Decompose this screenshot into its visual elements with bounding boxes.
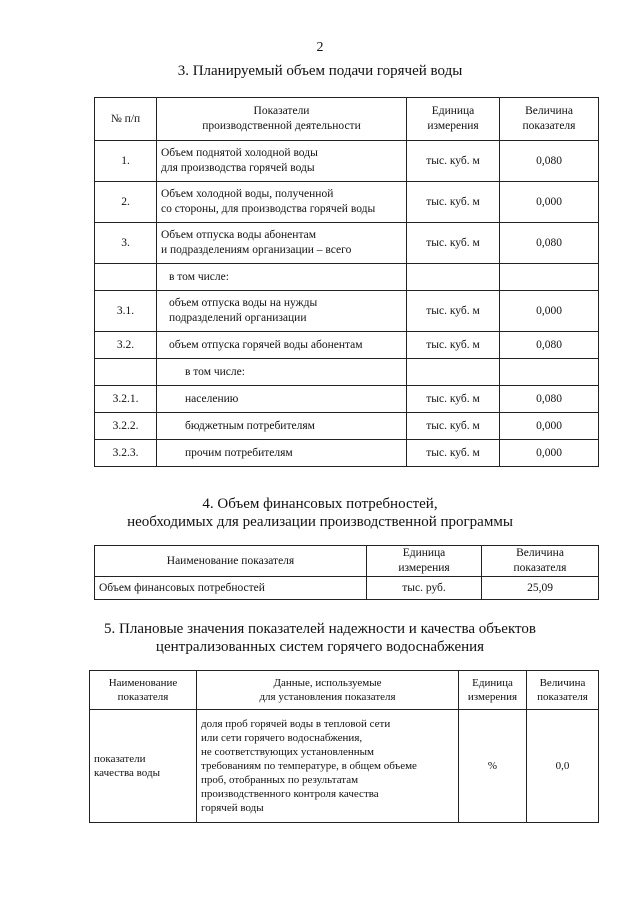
row-unit [407, 264, 500, 291]
row-indicator-line1: Объем отпуска воды абонентам [161, 229, 316, 241]
row-data [197, 710, 459, 823]
table-row [95, 413, 599, 440]
row-unit: тыс. куб. м [407, 141, 500, 182]
table-header-row [95, 98, 599, 141]
section-4-title [0, 495, 640, 531]
header-unit-line1: Единица [402, 547, 446, 559]
row-indicator-line1: Объем поднятой холодной воды [161, 147, 318, 159]
table-row [95, 440, 599, 467]
row-data-line: или сети горячего водоснабжения, [201, 732, 363, 744]
section-3-title [0, 62, 640, 80]
row-indicator-line2: для производства горячей воды [161, 162, 315, 174]
header-unit-line2: измерения [427, 120, 479, 132]
header-value [482, 546, 599, 577]
header-indicator-line2: производственной деятельности [202, 120, 361, 132]
row-data-line: требованиям по температуре, в общем объеме [201, 760, 417, 772]
table-header-row [90, 671, 599, 710]
header-unit [459, 671, 527, 710]
row-indicator [157, 141, 407, 182]
header-indicator [157, 98, 407, 141]
row-num: 3. [95, 223, 157, 264]
table-row [95, 577, 599, 600]
row-indicator: прочим потребителям [157, 440, 407, 467]
header-value-line1: Величина [525, 105, 573, 117]
table-row [95, 332, 599, 359]
row-unit [407, 359, 500, 386]
header-value-line1: Величина [516, 547, 564, 559]
header-name: Наименование показателя [95, 546, 367, 577]
row-indicator [157, 291, 407, 332]
row-data-line: проб, отобранных по результатам [201, 774, 359, 786]
row-indicator: в том числе: [157, 264, 407, 291]
header-name [90, 671, 197, 710]
row-unit: тыс. куб. м [407, 182, 500, 223]
table-row [95, 359, 599, 386]
row-value: 0,080 [500, 332, 599, 359]
row-num: 3.2. [95, 332, 157, 359]
row-value: 0,080 [500, 386, 599, 413]
section-5-title-line2: централизованных систем горячего водоснабжения [155, 639, 485, 655]
header-unit-line2: измерения [398, 562, 450, 574]
row-unit: тыс. куб. м [407, 291, 500, 332]
header-unit [367, 546, 482, 577]
row-indicator [157, 182, 407, 223]
row-indicator: в том числе: [157, 359, 407, 386]
header-value [500, 98, 599, 141]
section-3-title-text: 3. Планируемый объем подачи горячей воды [177, 63, 463, 79]
hot-water-supply-table [94, 97, 599, 467]
row-value: 0,000 [500, 182, 599, 223]
row-indicator-line2: подразделений организации [169, 312, 307, 324]
row-indicator: объем отпуска горячей воды абонентам [157, 332, 407, 359]
row-value: 0,000 [500, 291, 599, 332]
table-row [95, 223, 599, 264]
header-value [527, 671, 599, 710]
row-num: 2. [95, 182, 157, 223]
table-row [95, 291, 599, 332]
row-indicator: бюджетным потребителям [157, 413, 407, 440]
section-5-title-line1: 5. Плановые значения показателей надежности и качества объектов [104, 621, 536, 637]
header-value-line1: Величина [539, 677, 586, 689]
header-num: № п/п [95, 98, 157, 141]
header-name-line1: Наименование [108, 677, 178, 689]
reliability-quality-table [89, 670, 599, 823]
page-number: 2 [316, 40, 324, 55]
row-unit: тыс. куб. м [407, 332, 500, 359]
financial-needs-table [94, 545, 599, 600]
row-value: 0,000 [500, 440, 599, 467]
row-indicator: населению [157, 386, 407, 413]
header-unit-line1: Единица [431, 105, 475, 117]
row-name-line1: показатели [94, 753, 146, 765]
row-value [500, 359, 599, 386]
header-value-line2: показателя [522, 120, 576, 132]
header-data [197, 671, 459, 710]
header-indicator-line1: Показатели [253, 105, 310, 117]
row-num: 3.2.2. [95, 413, 157, 440]
header-data-line1: Данные, используемые [273, 677, 382, 689]
table-row [95, 264, 599, 291]
row-value [500, 264, 599, 291]
header-value-line2: показателя [537, 691, 588, 703]
header-value-line2: показателя [513, 562, 567, 574]
table-row [95, 141, 599, 182]
header-unit-line2: измерения [467, 691, 518, 703]
row-indicator-line1: объем отпуска воды на нужды [169, 297, 318, 309]
row-unit: тыс. куб. м [407, 386, 500, 413]
row-data-line: производственного контроля качества [201, 788, 379, 800]
row-indicator-line2: и подразделениям организации – всего [161, 244, 352, 256]
row-data-line: не соответствующих установленным [201, 746, 374, 758]
row-indicator-line2: со стороны, для производства горячей воды [161, 203, 376, 215]
row-data-line: горячей воды [201, 802, 264, 814]
row-name [90, 710, 197, 823]
table-row [90, 710, 599, 823]
row-unit: тыс. куб. м [407, 440, 500, 467]
row-unit: тыс. куб. м [407, 223, 500, 264]
header-unit [407, 98, 500, 141]
row-value: 0,0 [527, 710, 599, 823]
table-row [95, 182, 599, 223]
section-5-title [0, 620, 640, 656]
row-value: 0,080 [500, 223, 599, 264]
row-num: 1. [95, 141, 157, 182]
row-num: 3.2.1. [95, 386, 157, 413]
header-name-line2: показателя [117, 691, 169, 703]
header-data-line2: для установления показателя [259, 691, 396, 703]
row-unit: % [459, 710, 527, 823]
row-name-line2: качества воды [94, 767, 160, 779]
row-indicator [157, 223, 407, 264]
table-row [95, 386, 599, 413]
table-header-row [95, 546, 599, 577]
section-4-title-line1: 4. Объем финансовых потребностей, [202, 496, 438, 512]
section-4-title-line2: необходимых для реализации производственной программы [127, 514, 513, 530]
row-num [95, 264, 157, 291]
row-value: 25,09 [482, 577, 599, 600]
row-unit: тыс. руб. [367, 577, 482, 600]
row-value: 0,080 [500, 141, 599, 182]
row-data-line: доля проб горячей воды в тепловой сети [201, 718, 391, 730]
row-num: 3.1. [95, 291, 157, 332]
row-num: 3.2.3. [95, 440, 157, 467]
row-num [95, 359, 157, 386]
row-unit: тыс. куб. м [407, 413, 500, 440]
row-name: Объем финансовых потребностей [95, 577, 367, 600]
header-unit-line1: Единица [472, 677, 513, 689]
row-value: 0,000 [500, 413, 599, 440]
row-indicator-line1: Объем холодной воды, полученной [161, 188, 334, 200]
